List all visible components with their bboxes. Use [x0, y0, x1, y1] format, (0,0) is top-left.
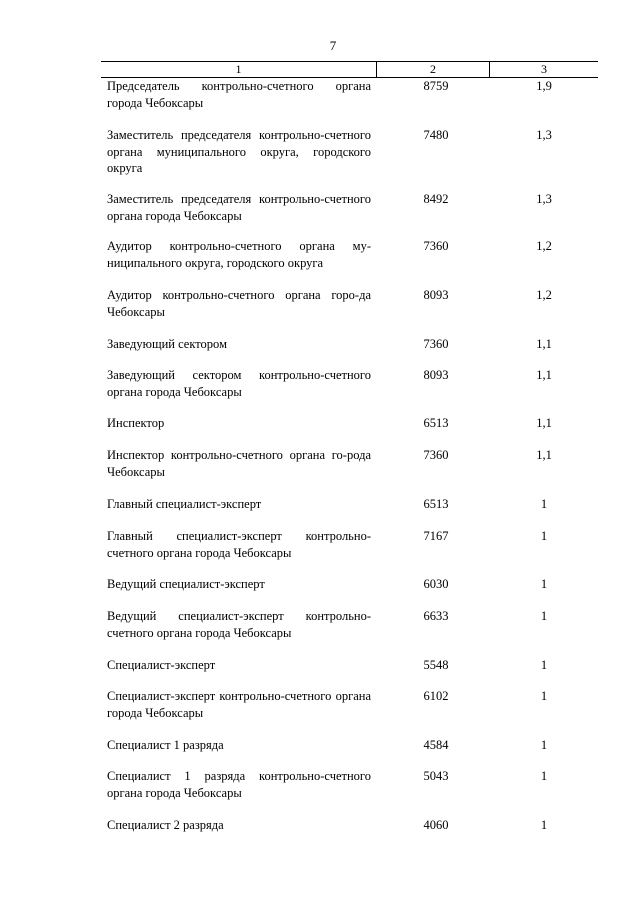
position-name: Аудитор контрольно-счетного органа му-ниципального округа, городского округа: [107, 239, 371, 270]
salary-value: 4584: [423, 738, 449, 752]
position-name: Специалист 1 разряда контрольно-счетного органа города Чебоксары: [107, 769, 371, 800]
position-name: Аудитор контрольно-счетного органа горо-да Чебоксары: [107, 288, 371, 319]
salary-value: 7480: [423, 128, 449, 142]
table-header: [101, 61, 598, 78]
salary-value: 6030: [423, 577, 449, 591]
salary-value: 5548: [423, 658, 449, 672]
coefficient-value: 1: [540, 769, 548, 783]
coefficient-value: 1: [540, 689, 548, 703]
position-name: Ведущий специалист-эксперт: [107, 577, 265, 591]
salary-value: 7360: [423, 337, 449, 351]
header-col-1: 1: [101, 62, 377, 77]
position-name: Инспектор: [107, 416, 165, 430]
coefficient-value: 1,2: [536, 239, 552, 253]
coefficient-value: 1,1: [536, 368, 552, 382]
coefficient-value: 1: [540, 497, 548, 511]
salary-value: 6102: [423, 689, 449, 703]
header-col-2: 2: [377, 62, 490, 77]
position-name: Главный специалист-эксперт: [107, 497, 262, 511]
page-number: 7: [329, 38, 337, 53]
salary-value: 6633: [423, 609, 449, 623]
salary-value: 6513: [423, 497, 449, 511]
coefficient-value: 1: [540, 609, 548, 623]
position-name: Инспектор контрольно-счетного органа го-рода Чебоксары: [107, 448, 371, 479]
header-col-3: 3: [541, 62, 547, 76]
salary-value: 5043: [423, 769, 449, 783]
position-name: Ведущий специалист-эксперт контрольно-счетного органа города Чебоксары: [107, 609, 371, 640]
coefficient-value: 1,3: [536, 192, 552, 206]
salary-value: 4060: [423, 818, 449, 832]
position-name: Главный специалист-эксперт контрольно-счетного органа города Чебоксары: [107, 529, 371, 560]
coefficient-value: 1,1: [536, 416, 552, 430]
position-name: Специалист 2 разряда: [107, 818, 224, 832]
position-name: Заведующий сектором: [107, 337, 227, 351]
coefficient-value: 1,9: [536, 79, 552, 93]
coefficient-value: 1: [540, 738, 548, 752]
salary-value: 7167: [423, 529, 449, 543]
salary-value: 7360: [423, 239, 449, 253]
position-name: Специалист 1 разряда: [107, 738, 224, 752]
coefficient-value: 1: [540, 658, 548, 672]
coefficient-value: 1: [540, 818, 548, 832]
salary-value: 6513: [423, 416, 449, 430]
position-name: Заместитель председателя контрольно-счетного органа города Чебоксары: [107, 192, 371, 223]
coefficient-value: 1: [540, 577, 548, 591]
salary-value: 8492: [423, 192, 449, 206]
coefficient-value: 1,3: [536, 128, 552, 142]
position-name: Председатель контрольно-счетного органа города Чебоксары: [107, 79, 371, 110]
position-name: Специалист-эксперт: [107, 658, 216, 672]
coefficient-value: 1,2: [536, 288, 552, 302]
salary-value: 8093: [423, 288, 449, 302]
coefficient-value: 1,1: [536, 337, 552, 351]
salary-value: 7360: [423, 448, 449, 462]
position-name: Заместитель председателя контрольно-счетного органа муниципального округа, городского округа: [107, 128, 371, 175]
coefficient-value: 1,1: [536, 448, 552, 462]
salary-value: 8093: [423, 368, 449, 382]
position-name: Заведующий сектором контрольно-счетного органа города Чебоксары: [107, 368, 371, 399]
coefficient-value: 1: [540, 529, 548, 543]
salary-value: 8759: [423, 79, 449, 93]
position-name: Специалист-эксперт контрольно-счетного органа города Чебоксары: [107, 689, 371, 720]
